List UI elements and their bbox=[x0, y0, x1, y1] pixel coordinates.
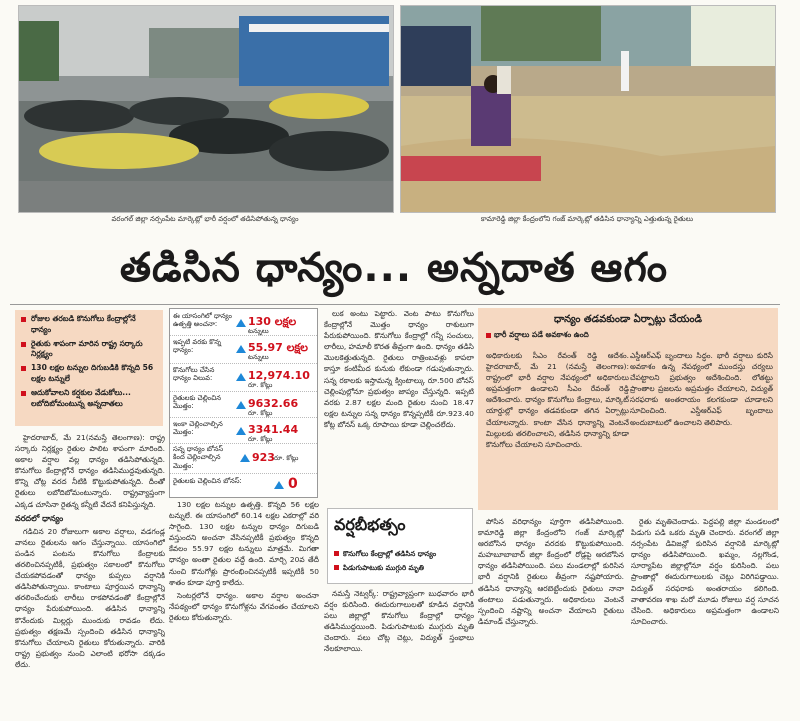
stat-unit: టన్నులు bbox=[248, 353, 269, 361]
up-triangle-icon bbox=[236, 427, 246, 435]
up-triangle-icon bbox=[236, 401, 246, 409]
stat-value: 55.97 లక్షల bbox=[248, 341, 308, 354]
highlight-item: రైతుకు శాపంగా మారిన రాష్ట్ర సర్కారు నిర్లక్ష్యం bbox=[21, 339, 157, 361]
article-column-2 bbox=[169, 499, 319, 717]
article-paragraph: 130 లక్షల టన్నుల ఉత్పత్తి. కొన్నది 56 లక్షల టన్నులే. ఈ యాసంగిలో 60.14 లక్షల ఎకరాల్లో వరి సాగైంది. 130 లక్షల టన్నుల ధాన్యం దిగుబడి వస్తుందని అంచనా వేసినప్పటికీ ప్రభుత్వం కొన్నది కేవలం 55.97 లక్షల టన్నులు మాత్రమే. మిగతా ధాన్యం అంతా రైతుల వద్దే ఉంది. మార్చి 20వ తేదీ నుంచి కొనుగోళ్లు ప్రారంభించినప్పటికీ ఇప్పటికీ 50 శాతం కూడా పూర్తి కాలేదు. bbox=[169, 500, 319, 587]
stat-unit: రూ. కోట్లు bbox=[248, 435, 273, 443]
headline-divider bbox=[10, 304, 780, 305]
article-column-4 bbox=[478, 516, 624, 717]
up-triangle-icon bbox=[236, 319, 246, 327]
stat-label: కొనుగోలు చేసిన ధాన్యం విలువ: bbox=[173, 366, 215, 383]
stat-row bbox=[170, 473, 317, 497]
article-paragraph: రైతు మృతిచెందాడు. పెద్దపల్లి జిల్లా మండలంలో పిడుగు పడి ఒకరు మృతి చెందారు. వరంగల్ జిల్లా నర్సంపేట డివిజన్లో కురిసిన వర్షానికి మార్కెట్లో ధాన్యం తడిసిపోయింది. ఖమ్మం, నల్లగొండ, సూర్యాపేట జిల్లాల్లోనూ వర్షం కురిసింది. పలు ప్రాంతాల్లో ఈదురుగాలులకు చెట్లు విరిగిపడ్డాయి. విద్యుత్ సరఫరాకు అంతరాయం కలిగింది. వాతావరణ శాఖ మరో మూడు రోజులు వర్ష సూచన చేసింది. అధికారులు అప్రమత్తంగా ఉండాలని సూచించారు. bbox=[631, 517, 779, 626]
stat-row bbox=[170, 335, 317, 364]
rain-havoc-title: వర్షబీభత్సం bbox=[334, 515, 406, 534]
article-paragraph: హైదరాబాద్, మే 21(నమస్తే తెలంగాణ): రాష్ట్ర సర్కారు నిర్లక్ష్యం రైతుల పాలిట శాపంగా మారింది. అకాల వర్షాల వల్ల ధాన్యం తడిసిపోతున్నది. కొనుగోలు కేంద్రాల్లోనే ధాన్యం తడిసిముద్దవుతున్నది. కొన్ని చోట్ల వరద నీటికి కొట్టుకుపోతున్నది. దీంతో రైతులు లబోదిబోమంటున్నారు. రాష్ట్రవ్యాప్తంగా ఎక్కడ చూసినా రైతన్న కన్నీటి వేదనే కనిపిస్తున్నది. bbox=[15, 433, 165, 509]
stat-unit: టన్నులు bbox=[248, 327, 269, 335]
stat-value: 0 bbox=[288, 476, 298, 492]
up-triangle-icon bbox=[236, 373, 246, 381]
side-box-title: ధాన్యం తడవకుండా ఏర్పాట్లు చేయండి bbox=[554, 314, 702, 325]
farmers-lifting-grain-photo bbox=[401, 6, 775, 212]
stat-label: సన్న ధాన్యం బోనస్ కింద చెల్లించాల్సిన మొత్తం: bbox=[173, 445, 224, 470]
article-paragraph: సెంటర్లలోనే ధాన్యం. అకాల వర్షాల అంచనా నేపథ్యంలో ధాన్యం కొనుగోళ్లను వేగవంతం చేయాలని రైతులు కోరుతున్నారు. bbox=[169, 590, 319, 622]
photo-narsampet-market bbox=[18, 5, 394, 213]
stat-unit: రూ. కోట్లు bbox=[274, 454, 299, 462]
up-triangle-icon bbox=[236, 345, 246, 353]
stat-label: ఈ యాసంగిలో ధాన్యం ఉత్పత్తి అంచనా: bbox=[173, 312, 232, 329]
stat-row bbox=[170, 363, 317, 392]
stat-value: 12,974.10 bbox=[248, 369, 310, 382]
photo-caption-right: కామారెడ్డి జిల్లా కేంద్రంలోని గంజ్ మార్కెట్లో తడిసిన ధాన్యాన్ని ఎత్తుతున్న రైతులు bbox=[480, 215, 694, 223]
stat-row bbox=[170, 309, 317, 336]
up-triangle-icon bbox=[274, 481, 284, 489]
stat-label: రైతులకు చెల్లించిన బోనస్: bbox=[173, 477, 242, 485]
photo-ganj-market bbox=[400, 5, 776, 213]
main-headline: తడిసిన ధాన్యం... అన్నదాత ఆగం bbox=[119, 245, 669, 291]
highlight-item: ఆదుకోవాలని కర్షకుల వేడుకోలు... లబోదిబోమంటున్న అన్నదాతలు bbox=[21, 388, 157, 410]
rain-havoc-bullet: పిడుగుపాటుకు ముగ్గురి మృతి bbox=[334, 563, 424, 573]
article-column-3b bbox=[324, 588, 474, 717]
stat-label: ఇంకా చెల్లించాల్సిన మొత్తం: bbox=[173, 420, 223, 437]
article-subhead: వరదలో ధాన్యం bbox=[15, 513, 64, 523]
stat-value: 3341.44 bbox=[248, 423, 299, 436]
article-paragraph: లుక అంటు పెట్టారు. వెంట పాటు కొనుగోలు కేంద్రాల్లోనే మొత్తం ధాన్యం రాశులుగా పేరుకుపోయింది. కొనుగోలు కేంద్రాల్లో గన్నీ సంచులు, లారీలు, హమాలీ కొరత తీవ్రంగా ఉంది. ధాన్యం తడిసి మొలకెత్తుతున్నది. రైతులు రాత్రింబవళ్లు కాపలా కాస్తూ కంటిమీద కునుకు లేకుండా గడుపుతున్నారు. సన్న రకాలకు ఇస్తామన్న క్వింటాల్కు రూ.500 బోనస్ చెల్లింపుల్లోనూ ప్రభుత్వం జాప్యం చేస్తున్నది. ఇప్పటి వరకు 2.87 లక్షల మంది రైతుల నుంచి 18.47 లక్షల టన్నుల సన్న ధాన్యం కొన్నప్పటికీ రూ.923.40 కోట్ల బోనస్ ఒక్క రూపాయి కూడా చెల్లించలేదు. bbox=[324, 309, 474, 429]
article-column-1 bbox=[15, 432, 165, 717]
stat-row bbox=[170, 443, 317, 474]
photo-caption-left: వరంగల్ జిల్లా నర్సంపేట మార్కెట్లో భారీ వర్షంలో తడిసిపోతున్న ధాన్యం bbox=[111, 215, 299, 223]
stat-unit: రూ. కోట్లు bbox=[248, 381, 273, 389]
stat-label: రైతులకు చెల్లించిన మొత్తం: bbox=[173, 394, 222, 411]
cm-directive-box bbox=[478, 308, 778, 510]
article-paragraph: గడిచిన 20 రోజులుగా అకాల వర్షాలు, వడగండ్ల వానలు రైతులను ఆగం చేస్తున్నాయి. యాసంగిలో పండిన పంటను కొనుగోలు కేంద్రాలకు తరలించినప్పటికీ, ప్రభుత్వం సకాలంలో కొనుగోలు చేయకపోవడంతో ధాన్యం కుప్పలు వర్షానికి తడిసిపోతున్నాయి. కాంటాలు పూర్తయిన ధాన్యాన్ని తరలించేందుకు లారీలు రాకపోవడంతో కేంద్రాల్లోనే ధాన్యం పేరుకుపోయింది. తడిసిన ధాన్యాన్ని కొనేందుకు మిల్లర్లు ముందుకు రావడం లేదు. ప్రభుత్వం తక్షణమే స్పందించి తడిసిన ధాన్యాన్ని కొనుగోలు చేయాలని రైతులు కోరుతున్నారు. వారికి రాష్ట్ర ప్రభుత్వం నుంచి ఎలాంటి భరోసా దక్కడం లేదు. bbox=[15, 526, 165, 669]
stat-row bbox=[170, 391, 317, 418]
article-column-5 bbox=[631, 516, 779, 717]
rain-soaked-grain-photo bbox=[19, 6, 393, 212]
rain-havoc-bullet: కొనుగోలు కేంద్రాల్లో తడిసిన ధాన్యం bbox=[334, 549, 436, 559]
stats-box bbox=[169, 308, 318, 498]
bullet-icon bbox=[486, 333, 491, 338]
stat-row bbox=[170, 417, 317, 444]
article-paragraph: పోసిన వరిధాన్యం పూర్తిగా తడిసిపోయింది. కామారెడ్డి జిల్లా కేంద్రంలోని గంజ్ మార్కెట్లో ఆరబోసిన ధాన్యం వరదకు కొట్టుకుపోయింది. మహబూబాబాద్ జిల్లా కేంద్రంలో రోడ్లపై ఆరబోసిన ధాన్యం తడిసిపోయింది. పలు మండలాల్లో కురిసిన భారీ వర్షానికి రైతులు తీవ్రంగా నష్టపోయారు. తడిసిన ధాన్యాన్ని ఆరబెట్టేందుకు రైతులు నానా తంటాలు పడుతున్నారు. అధికారులు వెంటనే స్పందించి నష్టాన్ని అంచనా వేయాలని రైతులు డిమాండ్ చేస్తున్నారు. bbox=[478, 517, 624, 626]
side-box-subhead bbox=[486, 330, 589, 341]
highlight-item: 130 లక్షల టన్నుల దిగుబడికి కొన్నది 56 లక్షల టన్నులే bbox=[21, 363, 157, 385]
rain-havoc-box bbox=[327, 508, 473, 584]
stat-value: 9632.66 bbox=[248, 397, 299, 410]
stat-value: 130 లక్షల bbox=[248, 315, 297, 328]
stat-value: 923 bbox=[252, 451, 275, 464]
highlight-item: రోజుల తరబడి కొనుగోలు కేంద్రాల్లోనే ధాన్యం bbox=[21, 314, 157, 336]
side-box-subhead-text: భారీ వర్షాలు పడే అవకాశం ఉంది bbox=[494, 330, 589, 339]
stat-unit: రూ. కోట్లు bbox=[248, 409, 273, 417]
article-column-3 bbox=[324, 308, 474, 504]
stat-label: ఇప్పటి వరకు కొన్న ధాన్యం: bbox=[173, 338, 222, 355]
article-paragraph: నమస్తే నెట్వర్క్: రాష్ట్రవ్యాప్తంగా బుధవారం భారీ వర్షం కురిసింది. ఈదురుగాలులతో కూడిన వర్షానికి పలు జిల్లాల్లో కొనుగోలు కేంద్రాల్లో ధాన్యం తడిసిముద్దయింది. పిడుగుపాటుకు ముగ్గురు మృతి చెందారు. పలు చోట్ల చెట్లు, విద్యుత్ స్తంభాలు నేలకూలాయి. bbox=[324, 589, 474, 654]
side-box-right-text: ఎస్డీఆర్ఎఫ్ బృందాలు సిద్ధం. భారీ వర్షాలు కురిసే అవకాశం ఉన్న నేపథ్యంలో ముందస్తు చర్యలు చేపట్టాలని ప్రభుత్వం ఆదేశించింది. లోతట్టు ప్రాంతాల ప్రజలను అప్రమత్తం చేయాలని, విద్యుత్ సరఫరాకు అంతరాయం కలగకుండా చూడాలని సూచించింది. ఎస్డీఆర్ఎఫ్ బృందాలు అందుబాటులో ఉంచాలని తెలిపారు. bbox=[630, 351, 773, 427]
side-box-left-text: అధికారులకు సీఎం రేవంత్ రెడ్డి ఆదేశం. హైదరాబాద్, మే 21 (నమస్తే తెలంగాణ): రాష్ట్రంలో భారీ వర్షాల నేపథ్యంలో అధికారులు అప్రమత్తంగా ఉండాలని సీఎం రేవంత్ రెడ్డి ఆదేశించారు. ధాన్యం కొనుగోలు కేంద్రాలు, మార్కెట్ యార్డుల్లో ధాన్యం తడవకుండా తగిన ఏర్పాట్లు చేయాలన్నారు. కాంటా వేసిన ధాన్యాన్ని వెంటనే మిల్లులకు తరలించాలని, తడిసిన ధాన్యాన్ని కూడా కొనుగోలు చేయాలని సూచించారు. bbox=[486, 351, 629, 449]
highlights-box bbox=[15, 310, 163, 426]
up-triangle-icon bbox=[240, 454, 250, 462]
